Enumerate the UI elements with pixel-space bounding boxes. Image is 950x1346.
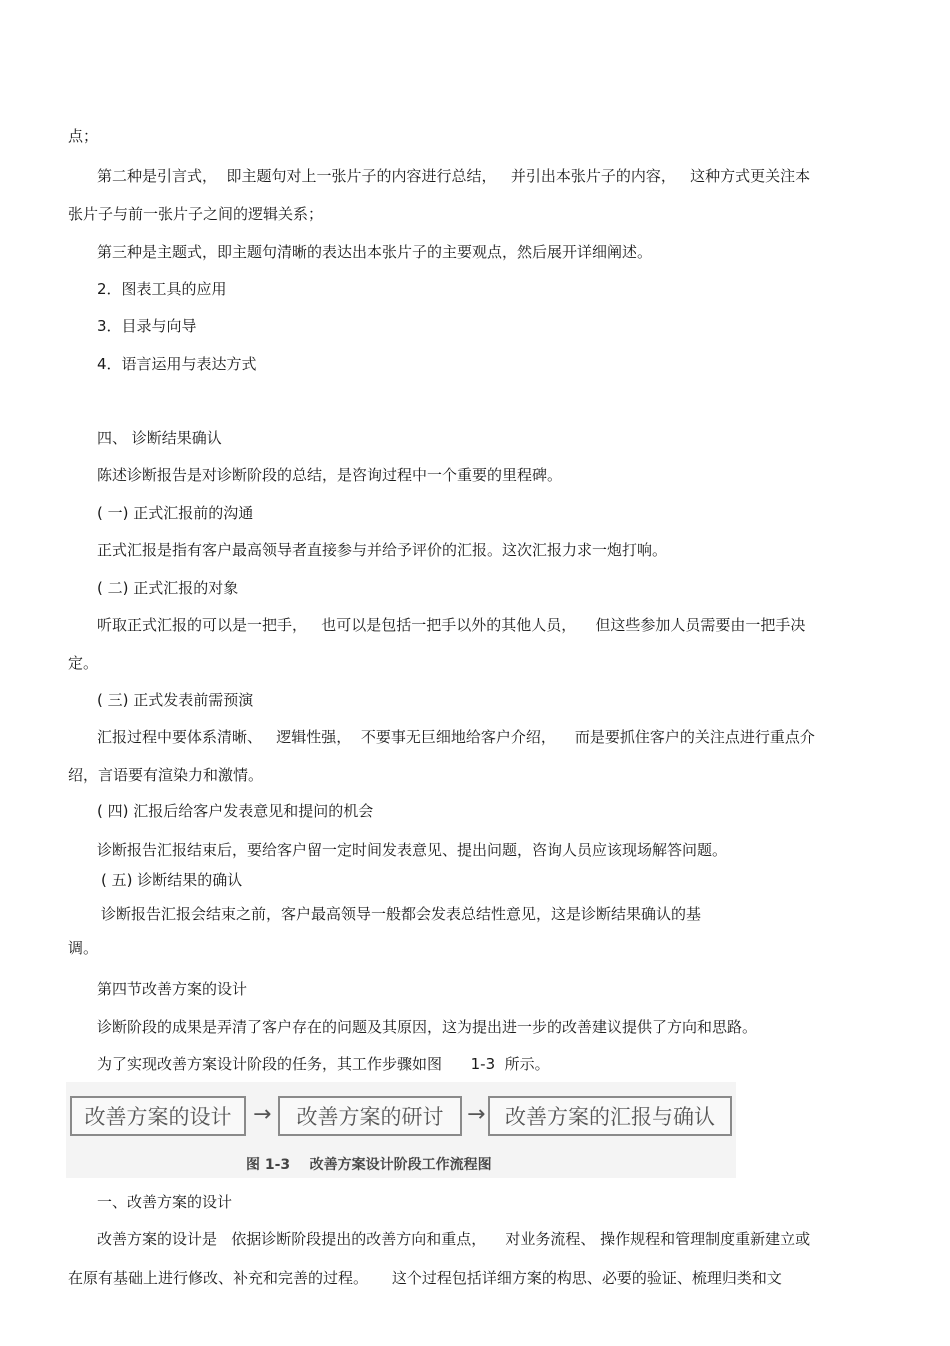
subsection-heading: ( 二) 正式汇报的对象 — [97, 579, 239, 597]
numbered-heading: 3．目录与向导 — [97, 317, 197, 335]
text-line: 为了实现改善方案设计阶段的任务，其工作步骤如图 1-3 所示。 — [97, 1055, 550, 1073]
step-box: 改善方案的研讨 — [278, 1096, 462, 1136]
numbered-heading: 2．图表工具的应用 — [97, 280, 227, 298]
workflow-figure — [66, 1082, 736, 1178]
step-box: 改善方案的汇报与确认 — [488, 1096, 732, 1136]
text-line: 张片子与前一张片子之间的逻辑关系； — [68, 205, 324, 223]
text-line: 陈述诊断报告是对诊断阶段的总结，是咨询过程中一个重要的里程碑。 — [97, 466, 563, 484]
text-line: 定。 — [68, 654, 99, 672]
figure-caption: 图 1-3 改善方案设计阶段工作流程图 — [246, 1157, 492, 1173]
text-line: 在原有基础上进行修改、补充和完善的过程。 这个过程包括详细方案的构思、必要的验证、梳理归类和文 — [68, 1269, 782, 1287]
arrow-icon: → — [253, 1102, 272, 1127]
subsection-heading: ( 五) 诊断结果的确认 — [101, 871, 243, 889]
text-line: 改善方案的设计是 依据诊断阶段提出的改善方向和重点， 对业务流程、 操作规程和管理制度重新建立或 — [97, 1230, 811, 1248]
text-line: 诊断阶段的成果是弄清了客户存在的问题及其原因，这为提出进一步的改善建议提供了方向和思路。 — [97, 1018, 758, 1036]
step-box: 改善方案的设计 — [70, 1096, 246, 1136]
text-line: 汇报过程中要体系清晰、 逻辑性强， 不要事无巨细地给客户介绍， 而是要抓住客户的关注点进行重点介 — [97, 728, 815, 746]
subsection-heading: ( 四) 汇报后给客户发表意见和提问的机会 — [97, 802, 374, 820]
numbered-heading: 4．语言运用与表达方式 — [97, 355, 257, 373]
text-line: 第二种是引言式， 即主题句对上一张片子的内容进行总结， 并引出本张片子的内容， 这种方式更关注本 — [97, 167, 811, 185]
text-line: 第三种是主题式，即主题句清晰的表达出本张片子的主要观点，然后展开详细阐述。 — [97, 243, 653, 261]
section-heading: 四、 诊断结果确认 — [97, 429, 222, 447]
text-line: 调。 — [68, 939, 99, 957]
text-line: 诊断报告汇报结束后，要给客户留一定时间发表意见、提出问题，咨询人员应该现场解答问题。 — [97, 841, 728, 859]
arrow-icon: → — [467, 1102, 486, 1127]
text-line: 绍，言语要有渲染力和激情。 — [68, 766, 264, 784]
text-line: 正式汇报是指有客户最高领导者直接参与并给予评价的汇报。这次汇报力求一炮打响。 — [97, 541, 668, 559]
subsection-heading: ( 一) 正式汇报前的沟通 — [97, 504, 254, 522]
section-heading: 第四节改善方案的设计 — [97, 980, 248, 998]
text-line: 诊断报告汇报会结束之前，客户最高领导一般都会发表总结性意见，这是诊断结果确认的基 — [101, 905, 702, 923]
subsection-heading: ( 三) 正式发表前需预演 — [97, 691, 254, 709]
text-line: 点； — [68, 127, 99, 145]
text-line: 听取正式汇报的可以是一把手， 也可以是包括一把手以外的其他人员， 但这些参加人员需要由一把手决 — [97, 616, 806, 634]
section-heading: 一、改善方案的设计 — [97, 1193, 233, 1211]
